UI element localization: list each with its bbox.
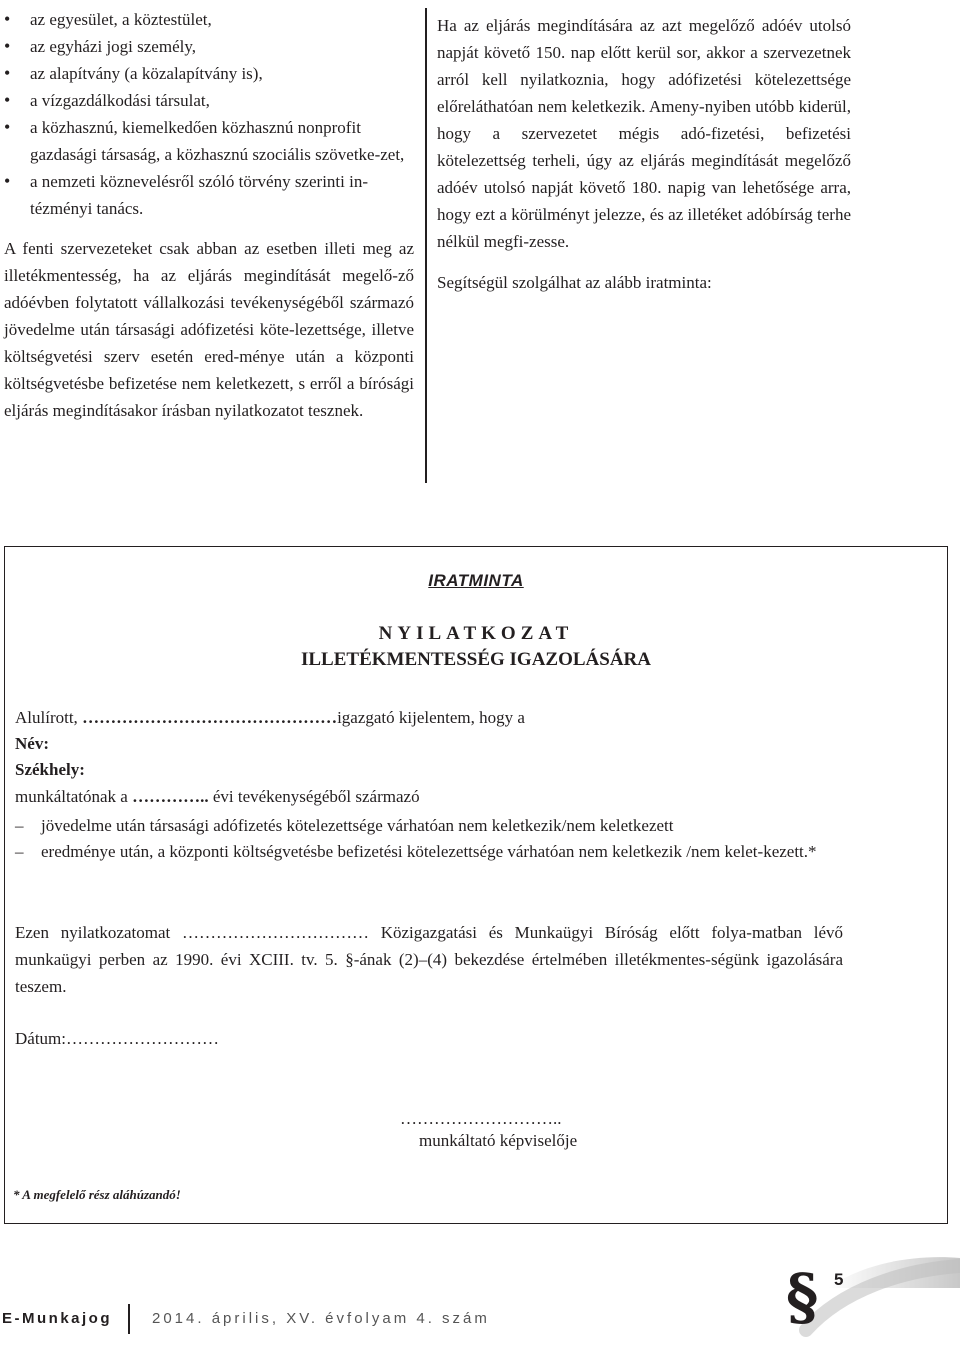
- signature-blank: ………………………..: [400, 1109, 562, 1128]
- form-kicker: IRATMINTA: [428, 571, 524, 590]
- deadline-paragraph: Ha az eljárás megindítására az azt megelőző adóév utolsó napját követő 150. nap előtt kerül sor, akkor a szervezetnek arról kell nyilatkoznia, hogy adófizetési kötelezettsége előreláthatóan nem keletkezik. Ameny-nyiben utóbb kiderül, hogy a szervezetet mégis adó-fizetési, befizetési kötelezettség terheli, úgy az eljárás megindítását megelőző adóév utolsó napját követő 180. napig van lehetősége arra, hogy ezt a körülményt jelezze, és az illetéket adóbírság terhe nélkül megfi-zesse.: [437, 16, 851, 251]
- form-subtitle: ILLETÉKMENTESSÉG IGAZOLÁSÁRA: [300, 649, 651, 670]
- section-symbol: §: [786, 1260, 819, 1333]
- undersigned-prefix: Alulírott,: [15, 708, 83, 727]
- right-column: [437, 12, 851, 296]
- list-item: • a vízgazdálkodási társulat,: [4, 87, 414, 114]
- option-income: – jövedelme után társasági adófizetés kötelezettsége várhatóan nem keletkezik/nem keletkezett: [15, 813, 845, 839]
- list-item: • az alapítvány (a közalapítvány is),: [4, 60, 414, 87]
- seat-label: Székhely:: [15, 760, 85, 779]
- page-number: 5: [834, 1270, 844, 1289]
- declaration-form-template: [4, 546, 948, 1224]
- list-item: • az egyházi jogi személy,: [4, 33, 414, 60]
- list-item: • az egyesület, a köztestület,: [4, 6, 414, 33]
- declaration-paragraph: Ezen nyilatkozatomat …………………………… Közigazgatási és Munkaügyi Bíróság előtt folya-matban lévő munkaügyi perben az 1990. évi XCIII. tv. 5. §-ának (2)–(4) bekezdése értelmében illetékmentes-ségünk igazolására teszem.: [15, 923, 843, 996]
- issue-info: 2014. április, XV. évfolyam 4. szám: [152, 1310, 490, 1327]
- form-title: NYILATKOZAT: [378, 623, 574, 644]
- footnote: * A megfelelő rész aláhúzandó!: [13, 1187, 181, 1202]
- footer-divider: [128, 1304, 130, 1334]
- employer-prefix: munkáltatónak a: [15, 787, 133, 806]
- left-column: [4, 6, 414, 424]
- year-blank: …………..: [132, 787, 209, 806]
- column-divider: [425, 8, 427, 483]
- exemption-paragraph: A fenti szervezeteket csak abban az esetben illeti meg az illetékmentesség, ha az eljárás megindítását megelő-ző adóévben folytatott vállalkozási tevékenységéből származó jövedelme után társasági adófizetési köte-lezettsége, illetve költségvetési szerv esetén ered-ménye után a központi költségvetésbe befizetése nem keletkezett, s erről a bírósági eljárás megindításakor írásban nyilatkozatot tesznek.: [4, 239, 414, 420]
- list-item: • a nemzeti köznevelésről szóló törvény szerinti in-tézményi tanács.: [4, 168, 414, 222]
- list-item: • a közhasznú, kiemelkedően közhasznú nonprofit gazdasági társaság, a közhasznú szociális szövetke-zet,: [4, 114, 414, 168]
- employer-suffix: évi tevékenységéből származó: [208, 787, 420, 806]
- signature-label: munkáltató képviselője: [419, 1131, 578, 1150]
- template-intro: Segítségül szolgálhat az alább iratminta:: [437, 273, 712, 292]
- organization-list: [4, 6, 414, 222]
- undersigned-line: [15, 705, 525, 731]
- publication-name: E-Munkajog: [2, 1310, 112, 1327]
- undersigned-blank: ………………………………………: [82, 708, 338, 727]
- date-line: Dátum:………………………: [15, 1029, 219, 1048]
- undersigned-suffix: igazgató kijelentem, hogy a: [337, 708, 525, 727]
- option-result: – eredménye után, a központi költségvetésbe befizetési kötelezettsége várhatóan nem keletkezik /nem kelet-kezett.*: [15, 839, 845, 865]
- employer-line: [15, 784, 420, 810]
- name-label: Név:: [15, 734, 49, 753]
